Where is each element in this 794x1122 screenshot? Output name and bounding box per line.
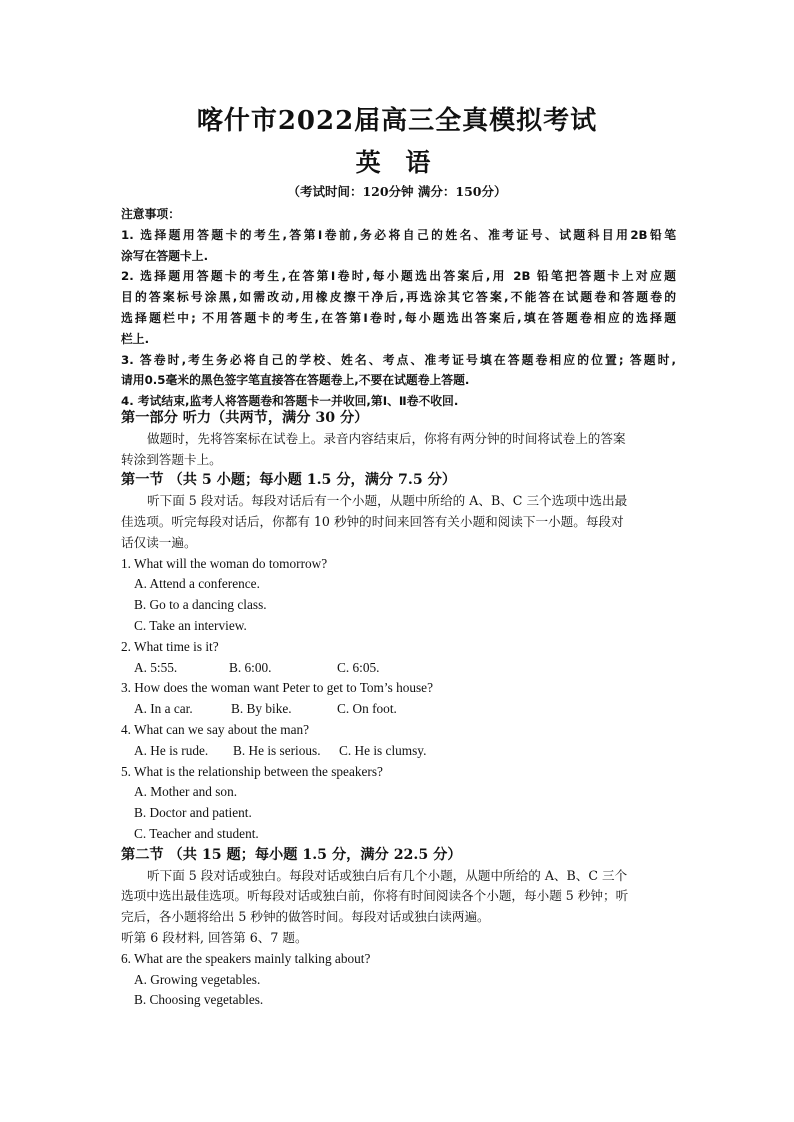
notes-block <box>121 204 676 412</box>
option-2a: A. 5:55. <box>134 659 178 675</box>
subject-title: 英 语 <box>355 148 439 177</box>
option-1c: C. Take an interview. <box>134 617 247 633</box>
material-note: 听第 6 段材料, 回答第 6、7 题。 <box>121 929 308 945</box>
part1-heading: 第一部分 听力（共两节，满分 30 分） <box>121 410 369 426</box>
option-2c: C. 6:05. <box>337 659 380 675</box>
option-2b: B. 6:00. <box>229 659 272 675</box>
option-3b: B. By bike. <box>231 701 292 717</box>
section1-intro <box>121 491 677 553</box>
notes-line: 选择题栏中; 不用答题卡的考生,在答第Ⅰ卷时,每小题选出答案后,填在答题卷相应的选择题 <box>121 310 676 325</box>
notes-line: 3. 答卷时,考生务必将自己的学校、姓名、考点、准考证号填在答题卷相应的位置; 答题时, <box>121 352 676 367</box>
notes-line: 涂写在答题卡上. <box>121 248 209 263</box>
question-5: 5. What is the relationship between the speakers? <box>121 763 383 779</box>
option-4b: B. He is serious. <box>233 742 321 758</box>
exam-body <box>121 408 677 1011</box>
exam-time-info: （考试时间：120分钟 满分：150分） <box>287 184 507 199</box>
section2-intro <box>121 866 677 949</box>
question-1: 1. What will the woman do tomorrow? <box>121 555 328 571</box>
exam-title: 喀什市2022届高三全真模拟考试 <box>196 106 598 136</box>
intro-line: 话仅读一遍。 <box>121 534 197 550</box>
notes-line: 1. 选择题用答题卡的考生,答第Ⅰ卷前,务必将自己的姓名、准考证号、试题科目用2B铅笔 <box>121 227 676 242</box>
intro-line: 听下面 5 段对话。每段对话后有一个小题，从题中所给的 A、B、C 三个选项中选出最 <box>147 493 628 509</box>
intro-line: 转涂到答题卡上。 <box>121 451 222 467</box>
question-4: 4. What can we say about the man? <box>121 721 310 737</box>
options-row-4 <box>121 741 677 762</box>
option-6a: A. Growing vegetables. <box>134 971 261 987</box>
option-5a: A. Mother and son. <box>134 784 238 800</box>
notes-line: 2. 选择题用答题卡的考生,在答第Ⅰ卷时,每小题选出答案后,用 2B 铅笔把答题卡上对应题 <box>121 269 676 284</box>
option-4a: A. He is rude. <box>134 742 209 758</box>
option-5b: B. Doctor and patient. <box>134 805 252 821</box>
options-row-2 <box>121 658 677 679</box>
option-4c: C. He is clumsy. <box>339 742 427 758</box>
intro-line: 佳选项。听完每段对话后，你都有 10 秒钟的时间来回答有关小题和阅读下一小题。每段对 <box>121 513 624 529</box>
option-3a: A. In a car. <box>134 701 193 717</box>
option-1a: A. Attend a conference. <box>134 576 260 592</box>
intro-line: 做题时，先将答案标在试卷上。录音内容结束后，你将有两分钟的时间将试卷上的答案 <box>147 430 626 446</box>
notes-line: 目的答案标号涂黑,如需改动,用橡皮擦干净后,再选涂其它答案,不能答在试题卷和答题卷的 <box>121 290 676 305</box>
question-6: 6. What are the speakers mainly talking about? <box>121 950 371 966</box>
option-3c: C. On foot. <box>337 701 397 717</box>
question-2: 2. What time is it? <box>121 638 219 654</box>
section2-heading: 第二节 （共 15 题；每小题 1.5 分，满分 22.5 分） <box>121 846 462 863</box>
intro-line: 完后，各小题将给出 5 秒钟的做答时间。每段对话或独白读两遍。 <box>121 909 490 925</box>
section1-heading: 第一节 （共 5 小题；每小题 1.5 分，满分 7.5 分） <box>121 472 457 489</box>
part1-intro <box>121 429 677 471</box>
option-6b: B. Choosing vegetables. <box>134 992 264 1008</box>
option-5c: C. Teacher and student. <box>134 825 259 841</box>
intro-line: 听下面 5 段对话或独白。每段对话或独白后有几个小题，从题中所给的 A、B、C 三个 <box>147 867 628 883</box>
option-1b: B. Go to a dancing class. <box>134 597 267 613</box>
notes-heading: 注意事项： <box>121 207 180 221</box>
intro-line: 选项中选出最佳选项。听每段对话或独白前，你将有时间阅读各个小题，每小题 5 秒钟；听 <box>121 888 629 904</box>
notes-line: 请用0.5毫米的黑色签字笔直接答在答题卷上,不要在试题卷上答题. <box>121 373 470 388</box>
notes-line: 4. 考试结束,监考人将答题卷和答题卡一并收回,第Ⅰ、Ⅱ卷不收回. <box>121 394 459 409</box>
question-3: 3. How does the woman want Peter to get to Tom’s house? <box>121 680 433 696</box>
options-row-3 <box>121 699 677 720</box>
notes-line: 栏上. <box>121 331 150 346</box>
